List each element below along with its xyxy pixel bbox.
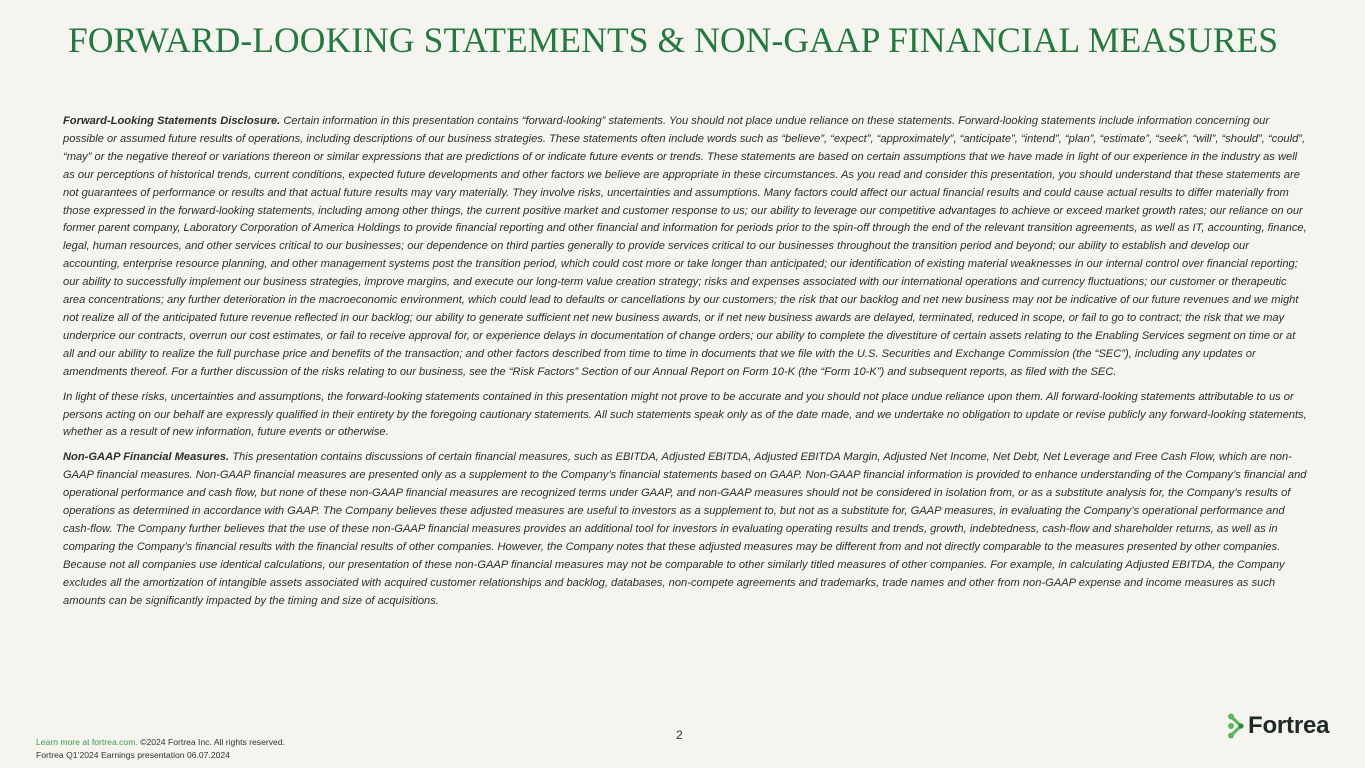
- page-title: FORWARD-LOOKING STATEMENTS & NON-GAAP FINANCIAL MEASURES: [68, 20, 1279, 60]
- risks-text: In light of these risks, uncertainties and assumptions, the forward-looking statements contained in this presentation might not prove to be accurate and you should not place undue reliance upon them. All forward-looking statements attributable to us or persons acting on our behalf are expressly qualified in their entirety by the foregoing cautionary statements. All such statements speak only as of the date made, and we undertake no obligation to update or revise publicly any forward-looking statements, whether as a result of new information, future events or otherwise.: [63, 390, 1307, 439]
- fortrea-logo-icon: [1227, 713, 1245, 739]
- footer: [36, 736, 285, 762]
- forward-looking-text: Certain information in this presentation contains “forward-looking” statements. You should not place undue reliance on these statements. Forward-looking statements include information concerning our possible or assumed future results of operations, including descriptions of our business strategies. These statements often include words such as “believe”, “expect”, “approximately”, “anticipate”, “intend”, “plan”, “estimate”, “seek”, “will”, “should”, “could”, “may” or the negative thereof or variations thereon or similar expressions that are predictions of or indicate future events or trends. These statements are based on certain assumptions that we have made in light of our experience in the industry as well as our perceptions of historical trends, current conditions, expected future developments and other factors we believe are appropriate in these circumstances. As you read and consider this presentation, you should understand that these statements are not guarantees of performance or results and that actual future results may vary materially. They involve risks, uncertainties and assumptions. Many factors could affect our actual financial results and could cause actual results to differ materially from those expressed in the forward-looking statements, including among other things, the current positive market and customer response to us; our ability to leverage our competitive advantages to achieve or exceed market growth rates; our reliance on our former parent company, Laboratory Corporation of America Holdings to provide financial reporting and other financial and information for periods prior to the spin-off through the end of the relevant transition agreements, as well as IT, accounting, finance, legal, human resources, and other services critical to our businesses; our dependence on third parties generally to provide services critical to our businesses throughout the transition period and beyond; our ability to establish and develop our accounting, enterprise resource planning, and other management systems post the transition period, which could cost more or take longer than anticipated; our identification of existing material weaknesses in our internal control over financial reporting; our ability to successfully implement our business strategies, improve margins, and execute our long-term value creation strategy; risks and expenses associated with our international operations and currency fluctuations; our customer or therapeutic area concentrations; any further deterioration in the macroeconomic environment, which could lead to defaults or cancellations by our customers; the risk that our backlog and net new business may not be indicative of our future revenues and we might not realize all of the anticipated future revenue reflected in our backlog; our ability to generate sufficient net new business awards, or if net new business awards are delayed, terminated, reduced in scope, or fail to go to contract; the risk that we may underprice our contracts, overrun our cost estimates, or fail to receive approval for, or experience delays in documentation of change orders; our ability to complete the divestiture of certain assets relating to the Enabling Services segment on time or at all and our ability to realize the full purchase price and benefits of the transaction; and other factors described from time to time in documents that we file with the U.S. Securities and Exchange Commission (the “SEC”), including any updates or amendments thereof. For a further discussion of the risks relating to our business, see the “Risk Factors” Section of our Annual Report on Form 10-K (the “Form 10-K”) and subsequent reports, as filed with the SEC.: [63, 115, 1307, 378]
- presentation-subtitle: Fortrea Q1’2024 Earnings presentation 06.07.2024: [36, 750, 230, 760]
- non-gaap-text: This presentation contains discussions of certain financial measures, such as EBITDA, Adjusted EBITDA, Adjusted EBITDA Margin, Adjusted Net Income, Net Debt, Net Leverage and Free Cash Flow, which are non-GAAP financial measures. Non-GAAP financial measures are presented only as a supplement to the Company’s financial statements based on GAAP. Non-GAAP financial information is provided to enhance understanding of the Company’s financial and operational performance and cash flow, but none of these non-GAAP financial measures are recognized terms under GAAP, and non-GAAP measures should not be considered in isolation from, or as a substitute analysis for, the Company’s results of operations as determined in accordance with GAAP. The Company believes these adjusted measures are useful to investors as a supplement to, but not as a substitute for, GAAP measures, in evaluating the Company’s operational performance and cash-flow. The Company further believes that the use of these non-GAAP financial measures provides an additional tool for investors in evaluating operating results and trends, growth, indebtedness, cash-flow and shareholder returns, as well as in comparing the Company’s financial results with the financial results of other companies. However, the Company notes that these adjusted measures may be different from and not directly comparable to the measures presented by other companies. Because not all companies use identical calculations, our presentation of these non-GAAP financial measures may not be comparable to other similarly titled measures of other companies. For example, in calculating Adjusted EBITDA, the Company excludes all the amortization of intangible assets associated with acquired customer relationships and backlog, databases, non-compete agreements and trademarks, trade names and other from non-GAAP expense and income measures as such amounts can be significantly impacted by the timing and size of acquisitions.: [63, 451, 1307, 607]
- copyright-text: ©2024 Fortrea Inc. All rights reserved.: [137, 737, 285, 747]
- non-gaap-paragraph: [63, 449, 1307, 610]
- footer-line-1: [36, 736, 285, 749]
- page-number: 2: [676, 728, 683, 742]
- non-gaap-heading: Non-GAAP Financial Measures.: [63, 451, 230, 464]
- fortrea-logo-text: Fortrea: [1248, 712, 1330, 739]
- risks-paragraph: [63, 389, 1307, 443]
- forward-looking-paragraph: [63, 113, 1307, 382]
- disclosure-body: [63, 113, 1307, 617]
- fortrea-logo: [1227, 712, 1329, 740]
- fortrea-website-link[interactable]: Learn more at fortrea.com.: [36, 737, 138, 747]
- forward-looking-heading: Forward-Looking Statements Disclosure.: [63, 115, 281, 127]
